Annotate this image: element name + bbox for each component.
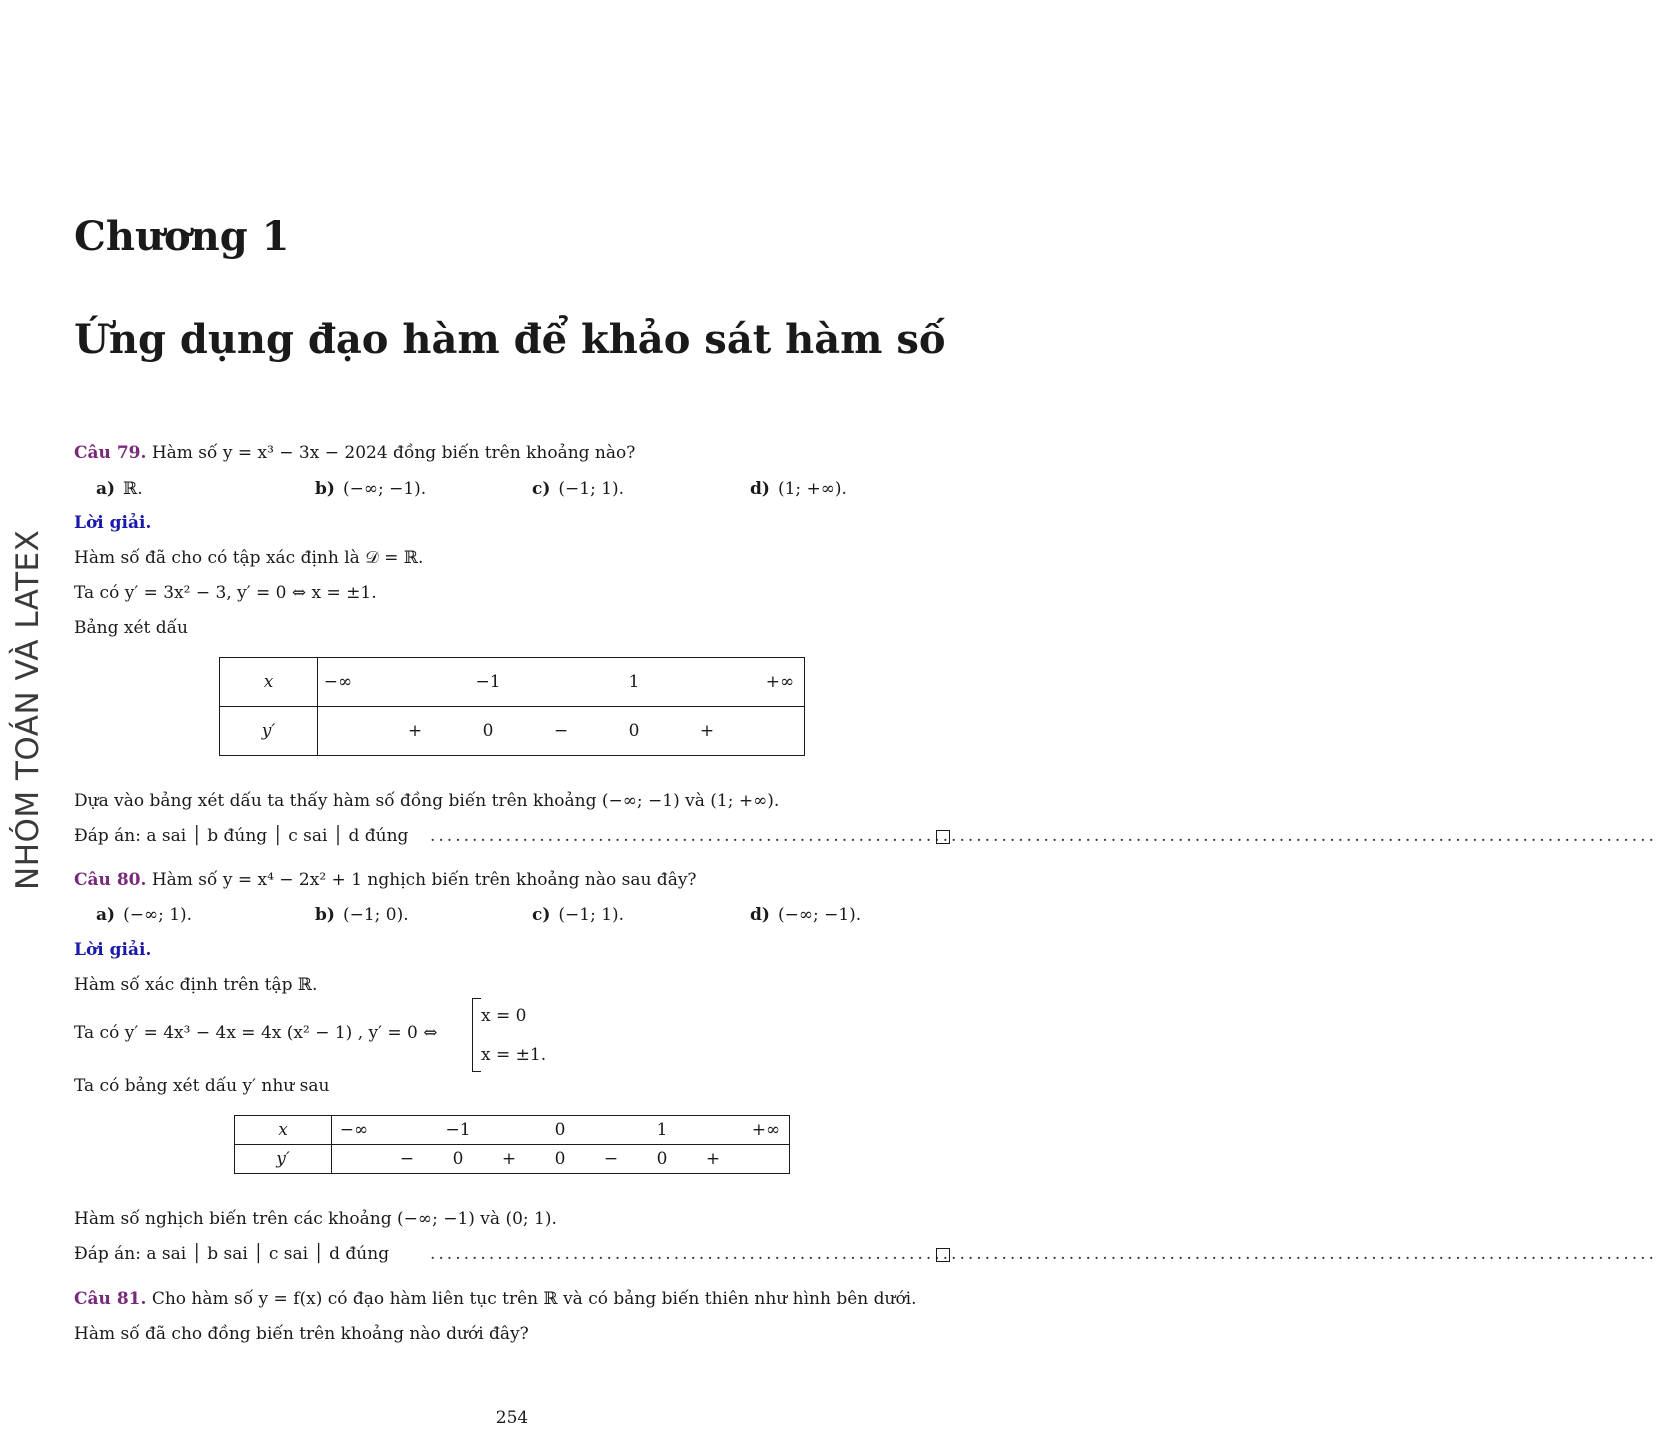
option-a	[96, 479, 143, 499]
dot-leader: ..................................................................................................................................................	[430, 1244, 1657, 1264]
question-81	[74, 1289, 917, 1309]
sign-table-80	[234, 1115, 790, 1174]
table-row-label: x	[278, 1120, 288, 1140]
sign-value: +	[501, 1149, 517, 1169]
sidebar-watermark: NHÓM TOÁN VÀ LATEX	[10, 529, 46, 890]
option-key: b)	[315, 479, 335, 499]
sign-value: 0	[628, 721, 640, 741]
option-c	[532, 905, 624, 925]
option-text: (−1; 1).	[558, 479, 625, 499]
question-label: Câu 80.	[74, 870, 147, 890]
case-line: x = ±1.	[481, 1045, 547, 1065]
option-text: (−1; 1).	[558, 905, 625, 925]
sign-value: 0	[656, 1149, 668, 1169]
option-text: ℝ.	[123, 479, 143, 499]
end-proof-box	[936, 1248, 950, 1262]
question-text-continued: Hàm số đã cho đồng biến trên khoảng nào dưới đây?	[74, 1324, 529, 1344]
dot-leader: ..................................................................................................................................................	[430, 826, 1657, 846]
solution-line: Hàm số đã cho có tập xác định là 𝒟 = ℝ.	[74, 548, 424, 568]
x-values-row	[318, 658, 804, 706]
sign-value: −	[603, 1149, 619, 1169]
solution-label: Lời giải.	[74, 940, 152, 960]
page-number: 254	[495, 1408, 529, 1428]
x-value: +∞	[765, 672, 795, 692]
option-b	[315, 479, 426, 499]
x-value: 0	[554, 1120, 566, 1140]
option-d	[750, 905, 861, 925]
option-key: d)	[750, 479, 770, 499]
sign-row	[318, 707, 804, 755]
solution-line: Ta có bảng xét dấu y′ như sau	[74, 1076, 330, 1096]
option-key: c)	[532, 905, 551, 925]
x-value: 1	[656, 1120, 668, 1140]
option-text: (−∞; −1).	[777, 905, 862, 925]
option-key: a)	[96, 905, 116, 925]
option-a	[96, 905, 192, 925]
end-proof-box	[936, 830, 950, 844]
option-c	[532, 479, 624, 499]
sign-row	[332, 1145, 789, 1173]
x-value: −1	[445, 1120, 471, 1140]
answer-line: Đáp án: a sai │ b đúng │ c sai │ d đúng	[74, 826, 409, 846]
x-value: 1	[628, 672, 640, 692]
question-text: Cho hàm số y = f(x) có đạo hàm liên tục trên ℝ và có bảng biến thiên như hình bên dưới.	[151, 1289, 917, 1309]
solution-line: Ta có y′ = 3x² − 3, y′ = 0 ⇔ x = ±1.	[74, 583, 377, 603]
chapter-heading: Chương 1	[74, 213, 290, 260]
sign-value: +	[705, 1149, 721, 1169]
option-key: d)	[750, 905, 770, 925]
question-label: Câu 79.	[74, 443, 147, 463]
question-label: Câu 81.	[74, 1289, 147, 1309]
option-d	[750, 479, 847, 499]
sign-value: −	[399, 1149, 415, 1169]
sign-value: 0	[452, 1149, 464, 1169]
option-text: (1; +∞).	[777, 479, 847, 499]
sign-value: +	[699, 721, 715, 741]
option-text: (−∞; −1).	[342, 479, 427, 499]
sign-value: 0	[482, 721, 494, 741]
x-value: +∞	[751, 1120, 781, 1140]
solution-line: Hàm số xác định trên tập ℝ.	[74, 975, 318, 995]
question-text: Hàm số y = x⁴ − 2x² + 1 nghịch biến trên khoảng nào sau đây?	[151, 870, 697, 890]
table-row-label: x	[263, 672, 274, 692]
option-key: a)	[96, 479, 116, 499]
x-value: −1	[475, 672, 501, 692]
option-text: (−1; 0).	[342, 905, 409, 925]
option-key: c)	[532, 479, 551, 499]
question-80	[74, 870, 697, 890]
option-b	[315, 905, 409, 925]
x-value: −∞	[339, 1120, 369, 1140]
case-line: x = 0	[481, 1006, 527, 1026]
solution-line: Bảng xét dấu	[74, 618, 188, 638]
question-text: Hàm số y = x³ − 3x − 2024 đồng biến trên khoảng nào?	[151, 443, 636, 463]
sign-value: +	[407, 721, 423, 741]
x-values-row	[332, 1116, 789, 1144]
sign-value: 0	[554, 1149, 566, 1169]
question-79	[74, 443, 635, 463]
option-key: b)	[315, 905, 335, 925]
sign-value: −	[553, 721, 569, 741]
answer-line: Đáp án: a sai │ b sai │ c sai │ d đúng	[74, 1244, 390, 1264]
solution-line: Ta có y′ = 4x³ − 4x = 4x (x² − 1) , y′ = 0 ⇔	[74, 1023, 438, 1043]
solution-label: Lời giải.	[74, 513, 152, 533]
conclusion: Dựa vào bảng xét dấu ta thấy hàm số đồng biến trên khoảng (−∞; −1) và (1; +∞).	[74, 791, 780, 811]
table-row-label: y′	[261, 721, 276, 741]
chapter-title: Ứng dụng đạo hàm để khảo sát hàm số	[74, 316, 946, 363]
table-row-label: y′	[276, 1149, 290, 1169]
sign-table-79	[219, 657, 805, 756]
option-text: (−∞; 1).	[123, 905, 193, 925]
x-value: −∞	[323, 672, 353, 692]
case-bracket	[472, 998, 481, 1072]
conclusion: Hàm số nghịch biến trên các khoảng (−∞; −1) và (0; 1).	[74, 1209, 557, 1229]
